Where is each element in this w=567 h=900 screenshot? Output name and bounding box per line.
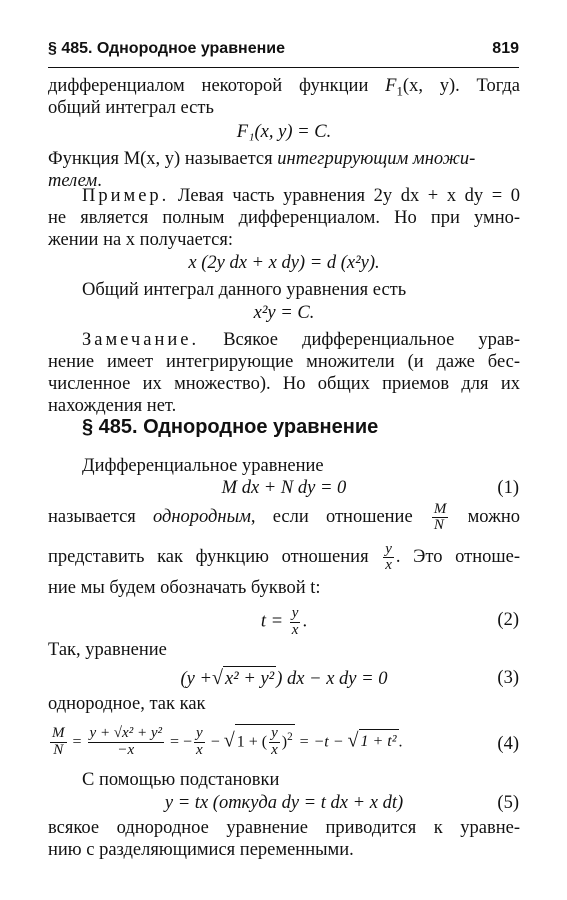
equation-5: y = tx (откуда dy = t dx + x dt): [164, 793, 404, 813]
fraction-m-over-n: $\frac{M}{N}$: [433, 500, 447, 534]
running-header: [48, 40, 519, 64]
substitution-line: С помощью подстановки: [82, 770, 280, 790]
final-line-2: нию с разделяющимися переменными.: [48, 840, 354, 860]
remark-line-4: нахождения нет.: [48, 396, 177, 416]
example-line-2: не является полным дифференциалом. Но при умно-: [48, 208, 520, 228]
equation-1: M dx + N dy = 0: [221, 478, 347, 498]
equation-4: $\frac{M}{N}$ = $\frac{\text{y + √x² + y²}}{-x}$ = − $\frac{y}{x}$ − √ 1 + ( $\frac{y}{x}$ )$^2$ = −t − √ 1 + t² .: [52, 725, 403, 759]
page-number: 819: [492, 40, 519, 57]
general-integral-formula: F₁(x, y) = C.: [236, 122, 332, 142]
remark-line-2: нение имеет интегрирующие множители (и даже бес-: [48, 352, 520, 372]
remark-line-3: численное их множество). Но общих приемов для их: [48, 374, 520, 394]
equation-3-number: (3): [497, 668, 519, 688]
fraction-y-over-x: $\frac{y}{x}$: [385, 540, 392, 574]
thus-line: Так, уравнение: [48, 640, 167, 660]
homogeneous-since: однородное, так как: [48, 694, 206, 714]
example-formula: x (2y dx + x dy) = d (x²y).: [188, 253, 380, 273]
running-title: § 485. Однородное уравнение: [48, 40, 285, 57]
final-line-1: всякое однородное уравнение приводится к уравне-: [48, 818, 520, 838]
equation-4-number: (4): [497, 734, 519, 754]
equation-3: (y +√ x² + y² ) dx − x dy = 0: [180, 667, 388, 689]
example-line-3: жении на x получается:: [48, 230, 233, 250]
diff-eq-intro: Дифференциальное уравнение: [82, 456, 324, 476]
equation-1-number: (1): [497, 478, 519, 498]
eq4-main-fraction: $\frac{\text{y + √x² + y²}}{-x}$: [89, 725, 162, 759]
denote-t-line: ние мы будем обозначать буквой t:: [48, 578, 321, 598]
general-integral-line: Общий интеграл данного уравнения есть: [82, 280, 407, 300]
equation-2-number: (2): [497, 610, 519, 630]
equation-5-number: (5): [497, 793, 519, 813]
header-rule: [48, 67, 519, 68]
integrating-factor-definition: Функция M(x, y) называется интегрирующим множи- телем.: [48, 149, 476, 191]
example-paragraph: Пример. Левая часть уравнения 2y dx + x dy = 0: [82, 186, 521, 206]
section-heading: § 485. Однородное уравнение: [82, 416, 379, 438]
paragraph-differential: дифференциалом некоторой функции $F_1(x$, y). Тогда: [48, 76, 520, 99]
equation-2: t = $\frac{y}{x}$ .: [260, 605, 308, 638]
general-integral-intro: общий интеграл есть: [48, 98, 214, 118]
ratio-representation: представить как функцию отношения $\frac{y}{x}$ . Это отноше-: [48, 540, 520, 574]
homogeneous-definition: называется однородным, если отношение $\frac{M}{N}$ можно: [48, 500, 521, 534]
general-integral-result: x²y = C.: [253, 303, 315, 323]
remark-paragraph: Замечание. Всякое дифференциальное урав-: [82, 330, 520, 350]
